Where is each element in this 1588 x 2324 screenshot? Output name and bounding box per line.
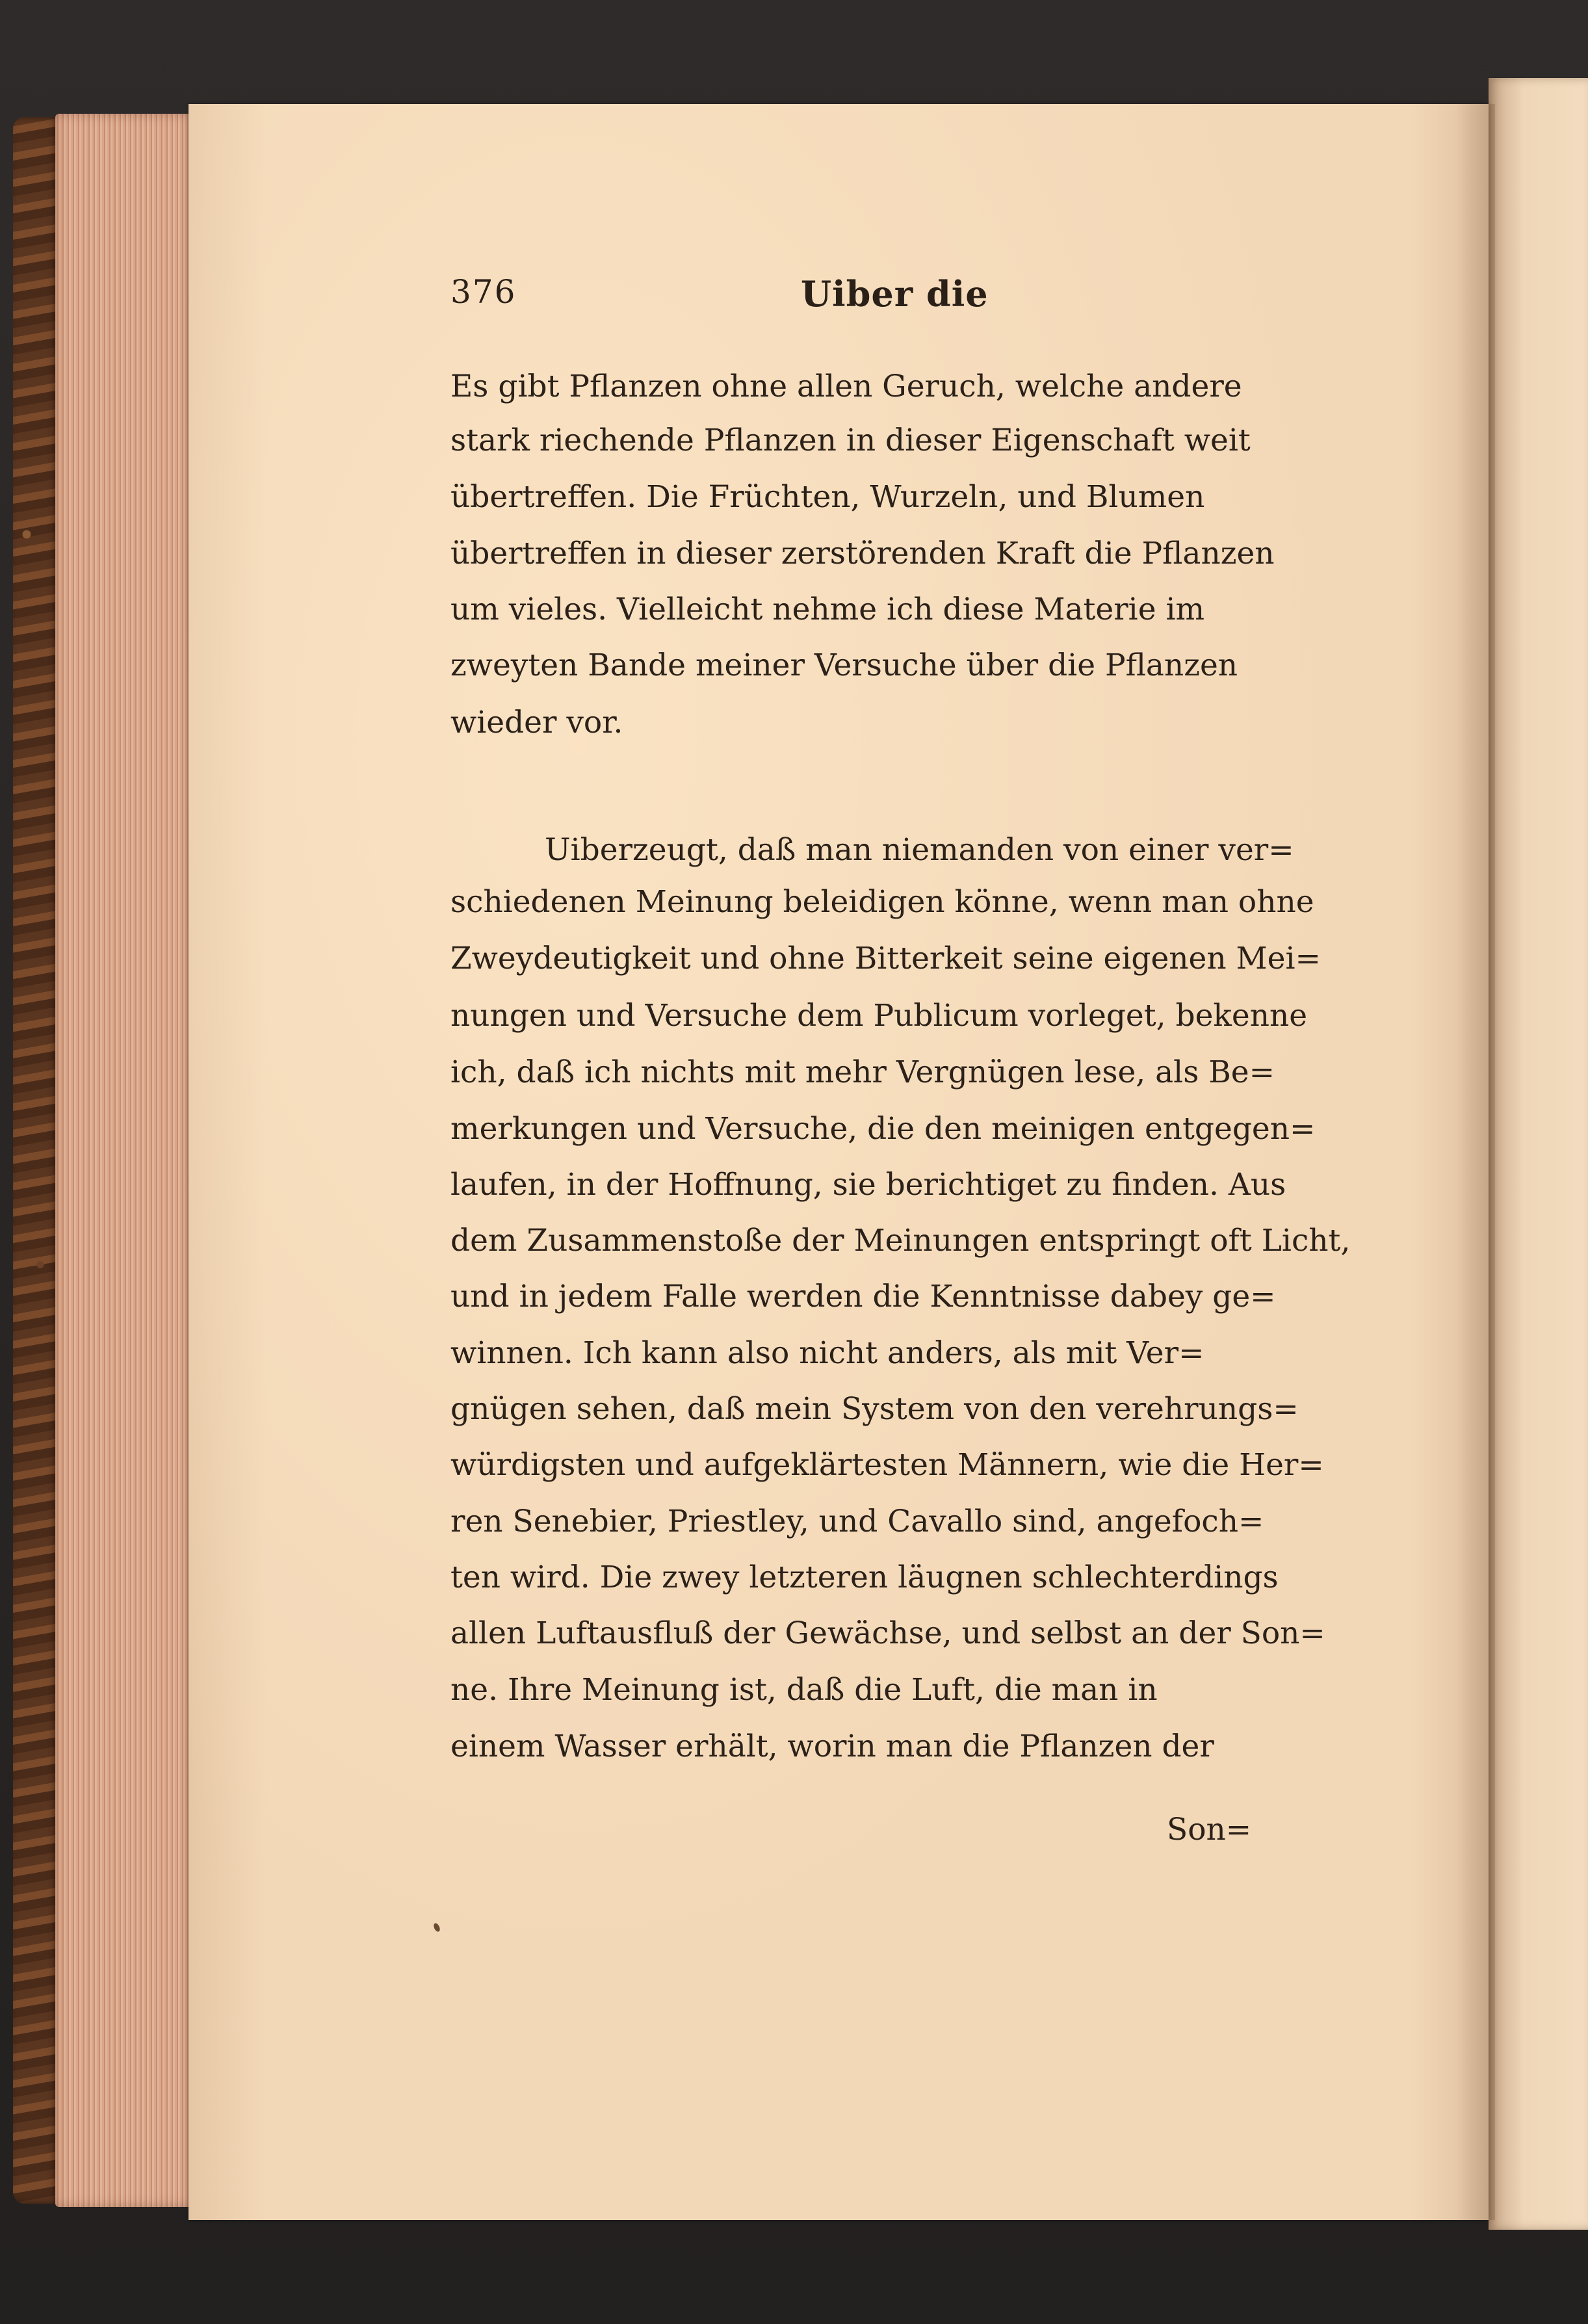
gutter-shadow: [1456, 104, 1495, 2220]
text-line: übertreffen in dieser zerstörenden Kraft die Pflanzen: [450, 536, 1275, 571]
text-line: um vieles. Vielleicht nehme ich diese Materie im: [450, 592, 1205, 627]
text-line: ne. Ihre Meinung ist, daß die Luft, die man in: [450, 1672, 1158, 1708]
text-line: allen Luftausfluß der Gewächse, und selbst an der Son=: [450, 1615, 1325, 1651]
text-line: laufen, in der Hoffnung, sie berichtiget zu finden. Aus: [450, 1167, 1286, 1203]
text-line: zweyten Bande meiner Versuche über die Pflanzen: [450, 647, 1238, 683]
page-edges: [55, 114, 192, 2207]
text-line: nungen und Versuche dem Publicum vorleget, bekenne: [450, 998, 1308, 1034]
facing-page: [1489, 78, 1588, 2230]
text-line: merkungen und Versuche, die den meinigen entgegen=: [450, 1111, 1316, 1147]
running-head: Uiber die: [801, 273, 989, 315]
text-line: schiedenen Meinung beleidigen könne, wenn man ohne: [450, 884, 1314, 920]
text-line: Es gibt Pflanzen ohne allen Geruch, welche andere: [450, 369, 1242, 404]
text-line: und in jedem Falle werden die Kenntnisse dabey ge=: [450, 1279, 1276, 1314]
text-line: übertreffen. Die Früchten, Wurzeln, und Blumen: [450, 479, 1205, 515]
text-line: winnen. Ich kann also nicht anders, als mit Ver=: [450, 1335, 1204, 1371]
text-line: stark riechende Pflanzen in dieser Eigenschaft weit: [450, 423, 1251, 458]
page-number: 376: [450, 273, 517, 311]
text-line: wieder vor.: [450, 705, 623, 740]
text-line: dem Zusammenstoße der Meinungen entspringt oft Licht,: [450, 1223, 1351, 1259]
catchword: Son=: [1167, 1812, 1252, 1847]
text-line: ich, daß ich nichts mit mehr Vergnügen lese, als Be=: [450, 1054, 1275, 1090]
text-line: ren Senebier, Priestley, und Cavallo sind, angefoch=: [450, 1504, 1264, 1539]
text-line: einem Wasser erhält, worin man die Pflanzen der: [450, 1729, 1214, 1764]
text-line: gnügen sehen, daß mein System von den verehrungs=: [450, 1391, 1299, 1427]
text-line: würdigsten und aufgeklärtesten Männern, wie die Her=: [450, 1447, 1324, 1483]
text-line: Uiberzeugt, daß man niemanden von einer ver=: [545, 832, 1294, 868]
book-cover-edge: [13, 117, 59, 2204]
text-line: Zweydeutigkeit und ohne Bitterkeit seine eigenen Mei=: [450, 941, 1321, 976]
text-line: ten wird. Die zwey letzteren läugnen schlechterdings: [450, 1560, 1279, 1595]
